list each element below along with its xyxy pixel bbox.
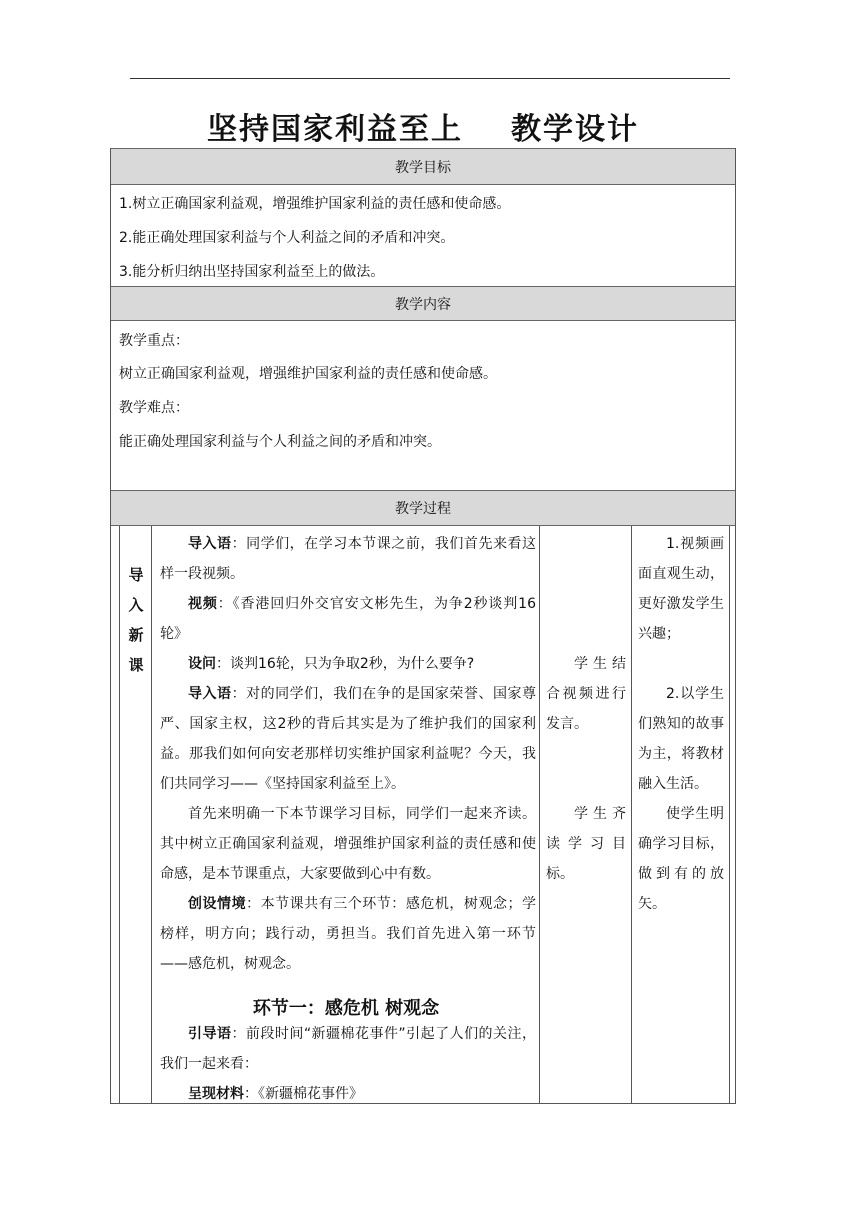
video-paragraph: 视频：《香港回归外交官安文彬先生，为争2秒谈判16轮》 — [160, 596, 536, 642]
lead-in-paragraph: 导入语：对的同学们，我们在争的是国家荣誉、国家尊严、国家主权，这2秒的背后其实是为了维护我们的国家利益。那我们如何向安老那样切实维护国家利益呢？今天，我们共同学习——《坚持国家利益至上》。 — [160, 686, 537, 792]
objectives-paragraph: 首先来明确一下本节课学习目标，同学们一起来齐读。其中树立正确国家利益观，增强维护国家利益的责任感和使命感，是本节课重点，大家要做到心中有数。 — [160, 806, 536, 882]
objective-item: 1.树立正确国家利益观，增强维护国家利益的责任感和使命感。 — [119, 196, 511, 212]
objective-item: 3.能分析归纳出坚持国家利益至上的做法。 — [119, 264, 385, 280]
title-main: 坚持国家利益至上 — [207, 112, 463, 147]
difficult-point-text: 能正确处理国家利益与个人利益之间的矛盾和冲突。 — [119, 434, 441, 450]
page-title — [110, 104, 736, 148]
objective-item: 2.能正确处理国家利益与个人利益之间的矛盾和冲突。 — [119, 230, 455, 246]
teacher-activity-column — [152, 526, 540, 1104]
header-rule — [130, 78, 730, 79]
guide-paragraph: 引导语：前段时间“新疆棉花事件”引起了人们的关注，我们一起来看： — [160, 1026, 536, 1072]
objectives-header: 教学目标 — [111, 148, 735, 185]
content-header: 教学内容 — [111, 286, 735, 321]
question-paragraph: 设问：谈判16轮，只为争取2秒，为什么要争? — [188, 656, 475, 672]
student-activity-column — [540, 526, 632, 1104]
design-intent-2: 2.以学生们熟知的故事为主，将教材融入生活。 — [638, 686, 724, 792]
stage-column — [120, 526, 152, 1104]
material-paragraph: 呈现材料：《新疆棉花事件》 — [188, 1086, 363, 1102]
scenario-paragraph: 创设情境：本节课共有三个环节：感危机，树观念；学榜样，明方向；践行动，勇担当。我们首先进入第一环节——感危机，树观念。 — [160, 896, 537, 972]
title-sub: 教学设计 — [511, 112, 639, 147]
design-intent-1: 1.视频画面直观生动，更好激发学生兴趣； — [638, 536, 724, 642]
process-header: 教学过程 — [111, 490, 735, 526]
key-point-label: 教学重点： — [119, 333, 189, 349]
process-table — [119, 526, 730, 1104]
stage-label: 导 入 新 课 — [128, 566, 144, 674]
intro-paragraph: 导入语：同学们，在学习本节课之前，我们首先来看这样一段视频。 — [160, 536, 537, 582]
student-activity-2: 学生齐读学习目标。 — [546, 806, 626, 882]
design-intent-3: 使学生明确学习目标，做到有的放矢。 — [638, 806, 724, 912]
lesson-table — [110, 148, 736, 1104]
section-heading: 环节一：感危机 树观念 — [252, 998, 440, 1019]
difficult-point-label: 教学难点： — [119, 400, 189, 416]
design-intent-column — [632, 526, 729, 1104]
student-activity-1: 学生结合视频进行发言。 — [546, 656, 626, 732]
key-point-text: 树立正确国家利益观，增强维护国家利益的责任感和使命感。 — [119, 366, 497, 382]
